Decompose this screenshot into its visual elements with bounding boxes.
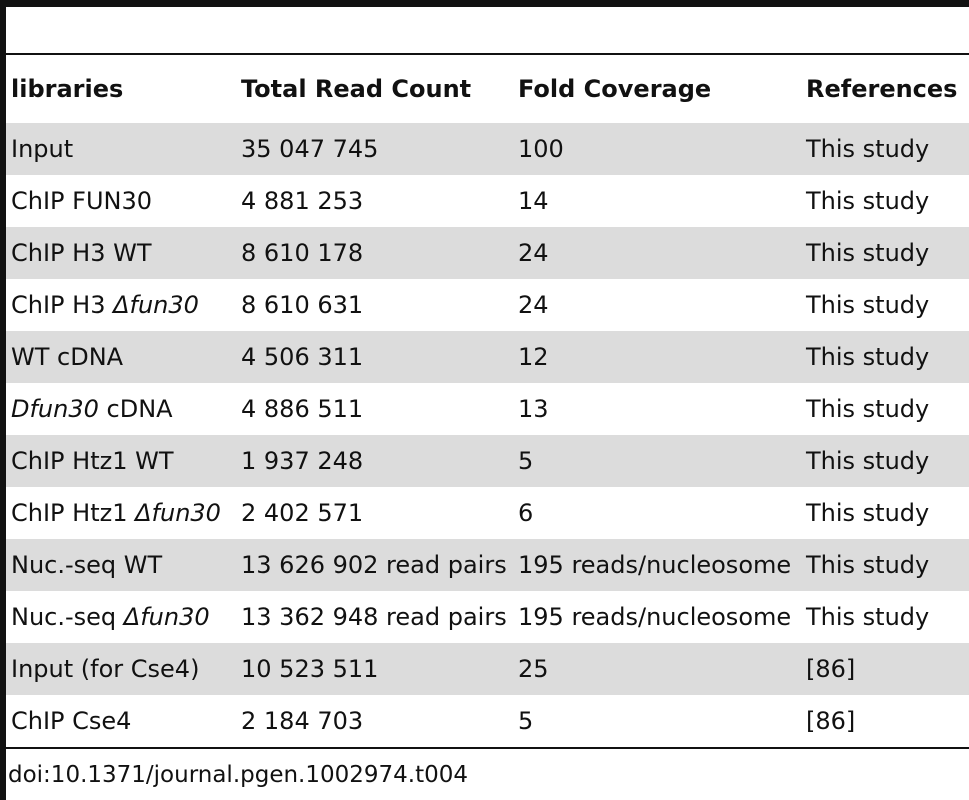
table-row bbox=[6, 123, 969, 175]
cell-read-count: 8 610 631 bbox=[241, 291, 364, 319]
cell-reference: This study bbox=[806, 291, 930, 319]
table-row bbox=[6, 487, 969, 539]
cell-read-count: 1 937 248 bbox=[236, 435, 513, 487]
cell-fold-coverage: 5 bbox=[513, 435, 801, 487]
table-row bbox=[6, 279, 969, 331]
cell-fold-coverage: 195 reads/nucleosome bbox=[518, 603, 792, 631]
library-name: ChIP Cse4 bbox=[11, 707, 132, 735]
cell-library bbox=[6, 227, 236, 279]
cell-fold-coverage: 24 bbox=[518, 291, 549, 319]
cell-library bbox=[6, 175, 236, 227]
cell-library bbox=[6, 331, 236, 383]
library-name: Nuc.-seq bbox=[11, 603, 124, 631]
table-row bbox=[6, 435, 969, 487]
cell-library bbox=[6, 123, 236, 175]
cell-library bbox=[6, 643, 236, 695]
cell-read-count: 4 506 311 bbox=[236, 331, 513, 383]
cell-fold-coverage: 100 bbox=[513, 123, 801, 175]
table-row bbox=[6, 539, 969, 591]
cell-fold-coverage: 6 bbox=[518, 499, 534, 527]
table-row bbox=[6, 175, 969, 227]
cell-fold-coverage: 14 bbox=[518, 187, 549, 215]
cell-read-count: 2 402 571 bbox=[241, 499, 364, 527]
library-name: ChIP H3 bbox=[11, 291, 114, 319]
library-name: Input bbox=[11, 135, 74, 163]
cell-fold-coverage: 25 bbox=[513, 643, 801, 695]
cell-fold-coverage: 13 bbox=[518, 395, 549, 423]
table-row bbox=[6, 695, 969, 747]
cell-reference: This study bbox=[806, 499, 930, 527]
cell-reference: This study bbox=[801, 227, 969, 279]
cell-read-count: 13 362 948 read pairs bbox=[241, 603, 507, 631]
cell-read-count: 35 047 745 bbox=[236, 123, 513, 175]
library-suffix: cDNA bbox=[98, 395, 173, 423]
cell-library bbox=[6, 695, 236, 747]
cell-library bbox=[6, 539, 236, 591]
cell-reference: This study bbox=[801, 123, 969, 175]
cell-library bbox=[6, 279, 236, 331]
header-references: References bbox=[806, 75, 958, 103]
cell-read-count: 10 523 511 bbox=[236, 643, 513, 695]
cell-library bbox=[6, 383, 236, 435]
cell-reference: This study bbox=[801, 435, 969, 487]
cell-fold-coverage: 195 reads/nucleosome bbox=[513, 539, 801, 591]
cell-reference: This study bbox=[806, 395, 930, 423]
header-fold-coverage: Fold Coverage bbox=[518, 75, 712, 103]
cell-read-count: 2 184 703 bbox=[241, 707, 364, 735]
library-strain-italic: Dfun30 bbox=[11, 395, 99, 423]
cell-read-count: 4 886 511 bbox=[241, 395, 364, 423]
cell-reference: This study bbox=[806, 187, 930, 215]
table-row bbox=[6, 227, 969, 279]
cell-read-count: 4 881 253 bbox=[241, 187, 364, 215]
cell-read-count: 13 626 902 read pairs bbox=[236, 539, 513, 591]
library-strain-italic: Δfun30 bbox=[135, 499, 221, 527]
cell-fold-coverage: 24 bbox=[513, 227, 801, 279]
cell-library bbox=[6, 487, 236, 539]
data-table-container bbox=[6, 53, 969, 749]
header-row bbox=[6, 55, 969, 123]
library-strain-italic: Δfun30 bbox=[123, 603, 210, 631]
cell-read-count: 8 610 178 bbox=[236, 227, 513, 279]
cell-reference: [86] bbox=[801, 643, 969, 695]
table-row bbox=[6, 331, 969, 383]
cell-reference: [86] bbox=[806, 707, 856, 735]
table-row bbox=[6, 591, 969, 643]
table-bottom-rule bbox=[6, 747, 969, 749]
cell-reference: This study bbox=[806, 603, 930, 631]
library-name: Input (for Cse4) bbox=[11, 655, 200, 683]
library-name: ChIP Htz1 WT bbox=[11, 447, 174, 475]
library-strain-italic: Δfun30 bbox=[113, 291, 199, 319]
cell-fold-coverage: 5 bbox=[518, 707, 534, 735]
library-table bbox=[6, 55, 969, 747]
table-row bbox=[6, 643, 969, 695]
library-name: ChIP FUN30 bbox=[11, 187, 153, 215]
library-name: ChIP Htz1 bbox=[11, 499, 136, 527]
cell-library bbox=[6, 435, 236, 487]
library-name: ChIP H3 WT bbox=[11, 239, 152, 267]
header-libraries: libraries bbox=[11, 75, 124, 103]
cell-reference: This study bbox=[801, 331, 969, 383]
library-name: WT cDNA bbox=[11, 343, 124, 371]
doi-footer: doi:10.1371/journal.pgen.1002974.t004 bbox=[8, 762, 469, 788]
library-name: Nuc.-seq WT bbox=[11, 551, 163, 579]
top-border-rule bbox=[0, 0, 969, 7]
table-row bbox=[6, 383, 969, 435]
cell-fold-coverage: 12 bbox=[513, 331, 801, 383]
header-total-read-count: Total Read Count bbox=[241, 75, 472, 103]
table-body bbox=[6, 123, 969, 747]
cell-library bbox=[6, 591, 236, 643]
cell-reference: This study bbox=[801, 539, 969, 591]
